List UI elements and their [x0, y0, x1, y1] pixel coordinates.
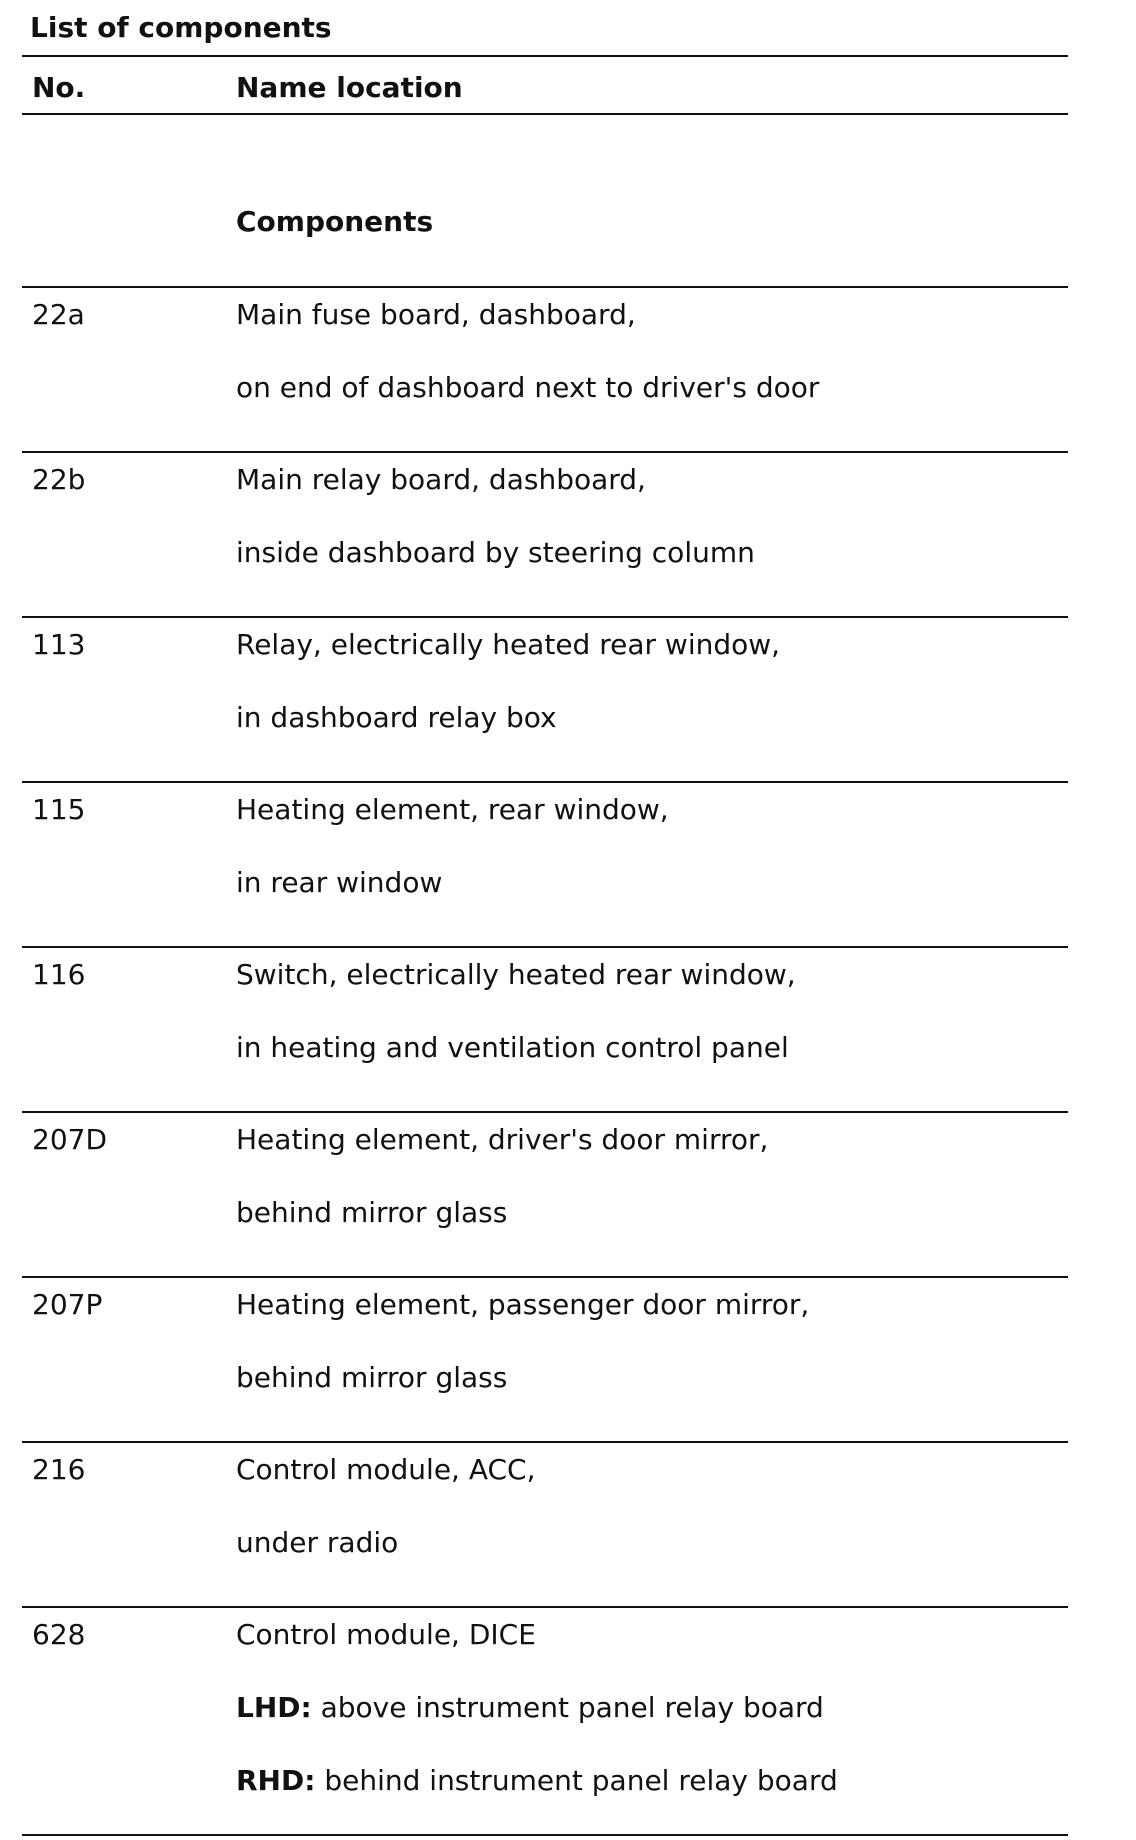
component-text: Relay, electrically heated rear window, [236, 628, 781, 661]
table-header [0, 64, 1136, 112]
component-text: Control module, DICE [236, 1618, 536, 1651]
component-line [236, 1028, 1066, 1068]
divider-row [22, 946, 1068, 948]
component-number: 113 [32, 628, 86, 661]
component-text: on end of dashboard next to driver's door [236, 371, 820, 404]
component-number: 207D [32, 1123, 108, 1156]
divider-bottom [22, 1834, 1068, 1836]
component-text: in heating and ventilation control panel [236, 1031, 789, 1064]
component-line [236, 295, 1066, 335]
divider-top [22, 55, 1068, 57]
component-text: above instrument panel relay board [311, 1691, 824, 1724]
component-text: in dashboard relay box [236, 701, 557, 734]
component-text: Heating element, rear window, [236, 793, 669, 826]
drive-side-label: RHD: [236, 1764, 316, 1797]
divider-row [22, 286, 1068, 288]
column-header-name-location: Name location [236, 71, 463, 104]
component-text: under radio [236, 1526, 399, 1559]
component-name-location [236, 295, 1066, 441]
divider-row [22, 781, 1068, 783]
component-name-location [236, 625, 1066, 771]
component-text: Heating element, driver's door mirror, [236, 1123, 769, 1156]
component-text: behind mirror glass [236, 1196, 508, 1229]
component-line [236, 1761, 1066, 1801]
component-line [236, 863, 1066, 903]
component-text: inside dashboard by steering column [236, 536, 755, 569]
component-number: 216 [32, 1453, 86, 1486]
component-text: Heating element, passenger door mirror, [236, 1288, 810, 1321]
component-line [236, 790, 1066, 830]
document-title: List of components [30, 11, 332, 44]
divider-row [22, 616, 1068, 618]
component-line [236, 1615, 1066, 1655]
component-line [236, 625, 1066, 665]
divider-row [22, 1606, 1068, 1608]
component-name-location [236, 1615, 1066, 1834]
divider-row [22, 451, 1068, 453]
component-name-location [236, 955, 1066, 1101]
component-line [236, 368, 1066, 408]
component-line [236, 1688, 1066, 1728]
component-name-location [236, 790, 1066, 936]
component-line [236, 1193, 1066, 1233]
component-number: 115 [32, 793, 86, 826]
component-number: 207P [32, 1288, 103, 1321]
component-name-location [236, 1120, 1066, 1266]
component-line [236, 955, 1066, 995]
component-number: 116 [32, 958, 86, 991]
component-text: Main fuse board, dashboard, [236, 298, 636, 331]
divider-header [22, 113, 1068, 115]
component-text: in rear window [236, 866, 443, 899]
component-line [236, 1120, 1066, 1160]
component-number: 22a [32, 298, 85, 331]
component-text: behind instrument panel relay board [315, 1764, 838, 1797]
divider-row [22, 1276, 1068, 1278]
component-number: 22b [32, 463, 86, 496]
component-text: behind mirror glass [236, 1361, 508, 1394]
drive-side-label: LHD: [236, 1691, 312, 1724]
component-line [236, 460, 1066, 500]
divider-row [22, 1441, 1068, 1443]
component-name-location [236, 1450, 1066, 1596]
divider-row [22, 1111, 1068, 1113]
component-line [236, 698, 1066, 738]
component-text: Switch, electrically heated rear window, [236, 958, 796, 991]
component-line [236, 1450, 1066, 1490]
component-number: 628 [32, 1618, 86, 1651]
component-name-location [236, 1285, 1066, 1431]
component-name-location [236, 460, 1066, 606]
section-heading: Components [236, 205, 434, 238]
component-line [236, 1523, 1066, 1563]
component-line [236, 1358, 1066, 1398]
component-line [236, 533, 1066, 573]
component-text: Main relay board, dashboard, [236, 463, 646, 496]
component-line [236, 1285, 1066, 1325]
column-header-no: No. [32, 71, 86, 104]
component-text: Control module, ACC, [236, 1453, 536, 1486]
